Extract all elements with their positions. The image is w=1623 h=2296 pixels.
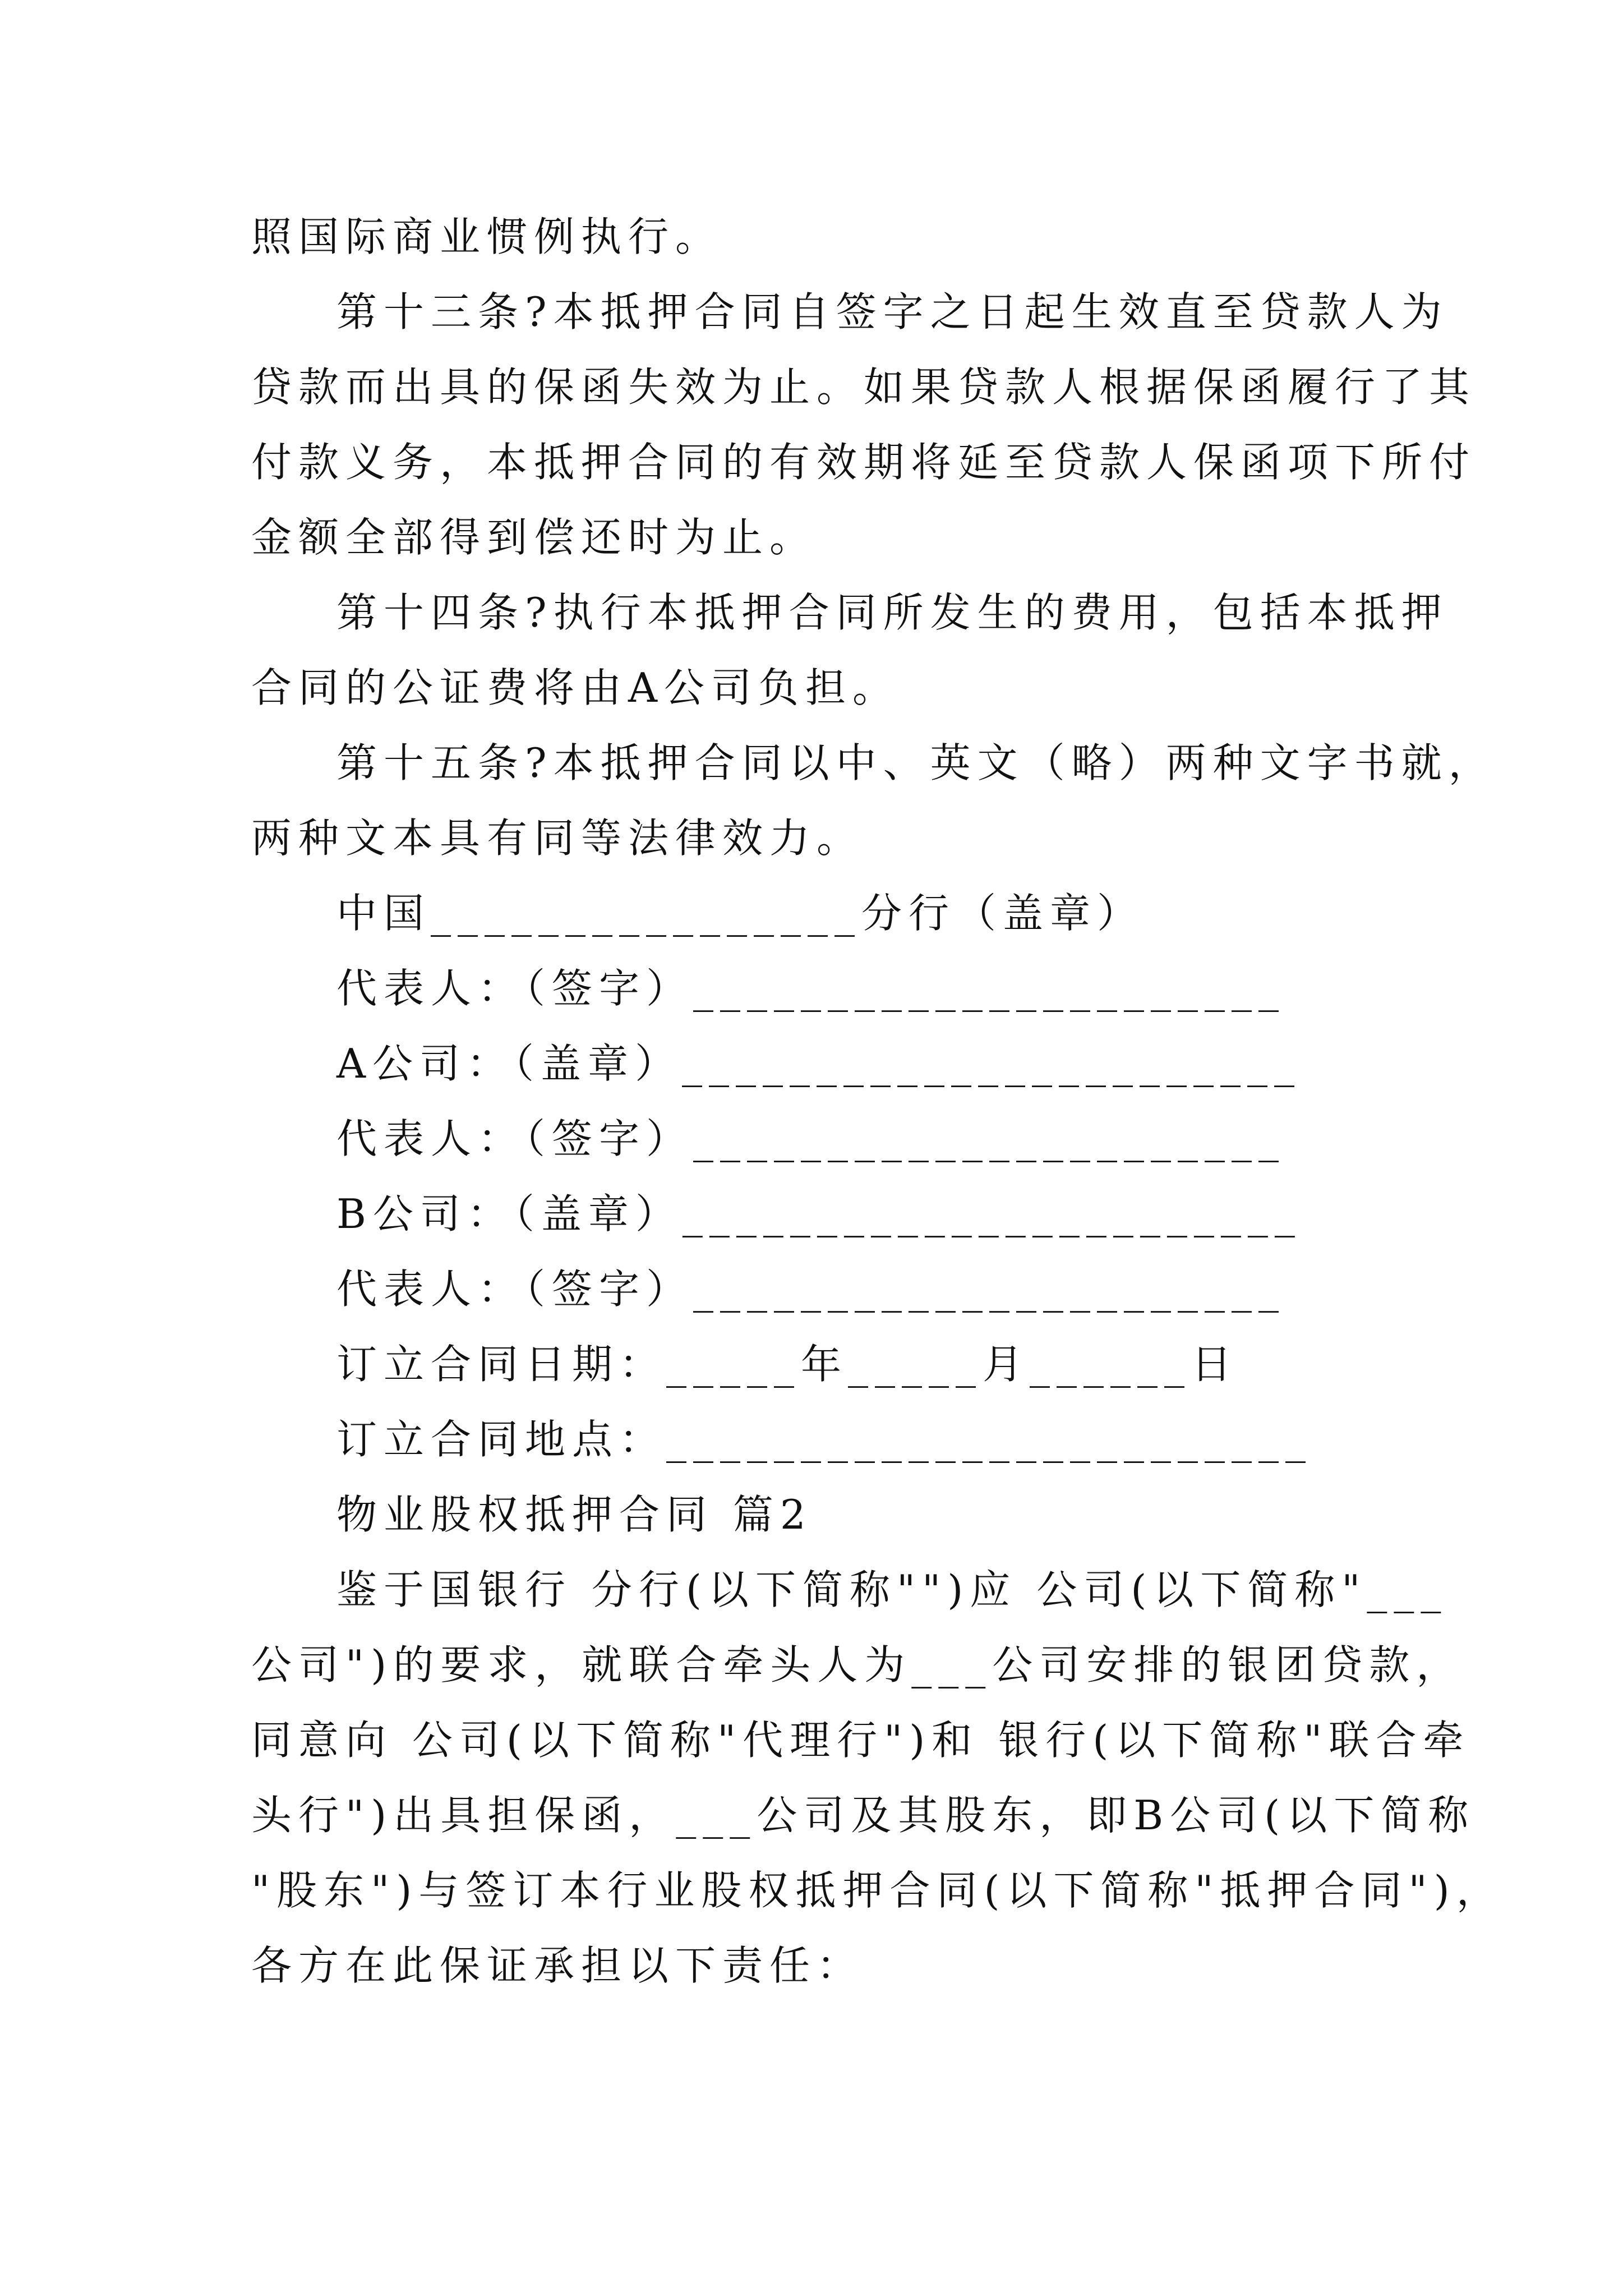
contract-place-line: 订立合同地点：________________________	[336, 1416, 1313, 1463]
contract-date-line: 订立合同日期：_____年_____月______日	[336, 1341, 1239, 1388]
clause-13-line: 贷款而出具的保函失效为止。如果贷款人根据保函履行了其	[251, 364, 1477, 411]
signature-representative-line: 代表人：（签字）______________________	[336, 965, 1286, 1012]
signature-company-a-line: A公司：（盖章）_______________________	[336, 1040, 1301, 1087]
clause-15-line: 第十五条?本抵押合同以中、英文（略）两种文字书就，	[336, 739, 1496, 786]
preamble-line: 公司")的要求，就联合牵头人为___公司安排的银团贷款，	[251, 1641, 1464, 1688]
signature-representative-line: 代表人：（签字）______________________	[336, 1266, 1286, 1313]
signature-bank-line: 中国________________分行（盖章）	[336, 890, 1145, 937]
preamble-line: 头行")出具担保函，___公司及其股东，即B公司(以下简称	[251, 1792, 1476, 1839]
signature-company-b-line: B公司：（盖章）_______________________	[336, 1190, 1302, 1237]
preamble-line: 各方在此保证承担以下责任：	[251, 1942, 864, 1989]
clause-14-line: 第十四条?执行本抵押合同所发生的费用，包括本抵押	[336, 589, 1449, 636]
preamble-line: 鉴于国银行 分行(以下简称"")应 公司(以下简称"___	[336, 1566, 1448, 1613]
preamble-line: 同意向 公司(以下简称"代理行")和 银行(以下简称"联合牵	[251, 1717, 1470, 1764]
clause-13-line: 付款义务，本抵押合同的有效期将延至贷款人保函项下所付	[251, 439, 1477, 486]
preamble-line: "股东")与签订本行业股权抵押合同(以下简称"抵押合同")，	[251, 1867, 1504, 1914]
clause-13-line: 第十三条?本抵押合同自签字之日起生效直至贷款人为	[336, 288, 1449, 335]
clause-15-line: 两种文本具有同等法律效力。	[251, 815, 864, 862]
section-heading: 物业股权抵押合同 篇2	[336, 1491, 813, 1538]
clause-14-line: 合同的公证费将由A公司负担。	[251, 664, 900, 711]
clause-13-line: 金额全部得到偿还时为止。	[251, 514, 817, 561]
signature-representative-line: 代表人：（签字）______________________	[336, 1115, 1286, 1162]
paragraph-line: 照国际商业惯例执行。	[251, 213, 723, 260]
